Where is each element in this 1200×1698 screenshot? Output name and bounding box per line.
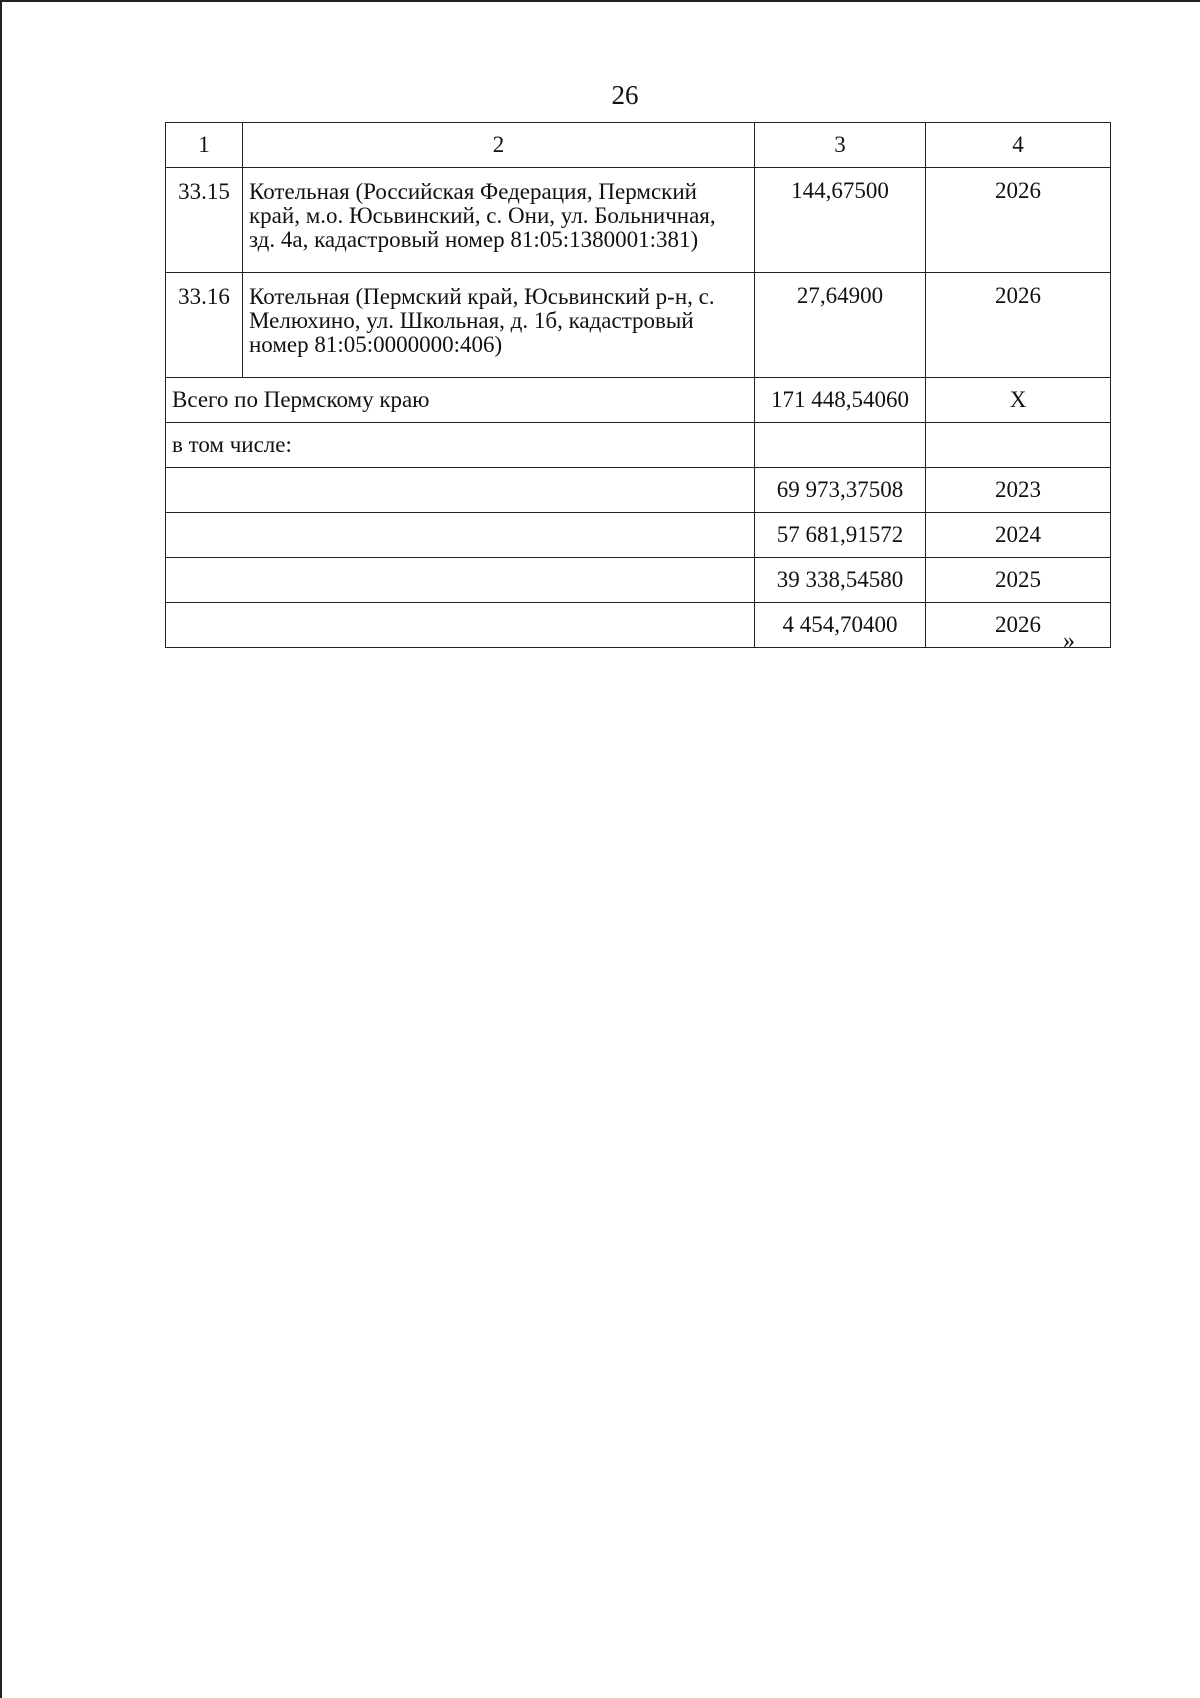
empty-cell bbox=[166, 468, 755, 513]
table-row bbox=[166, 273, 1111, 378]
year-breakdown-row bbox=[166, 513, 1111, 558]
empty-cell bbox=[166, 513, 755, 558]
year-breakdown-row bbox=[166, 603, 1111, 648]
scan-edge-left bbox=[0, 0, 2, 1698]
total-year: Х bbox=[926, 378, 1111, 423]
item-name: Котельная (Пермский край, Юсьвинский р-н, с. Мелюхино, ул. Школьная, д. 1б, кадастровый номер 81:05:0000000:406) bbox=[243, 273, 755, 378]
item-amount: 144,67500 bbox=[755, 168, 926, 273]
year-amount: 39 338,54580 bbox=[755, 558, 926, 603]
year-breakdown-row bbox=[166, 468, 1111, 513]
column-header-1: 1 bbox=[166, 123, 243, 168]
budget-table bbox=[165, 122, 1111, 648]
year-breakdown-row bbox=[166, 558, 1111, 603]
year-value: 2024 bbox=[926, 513, 1111, 558]
total-row bbox=[166, 378, 1111, 423]
item-number: 33.15 bbox=[166, 168, 243, 273]
table-row bbox=[166, 168, 1111, 273]
empty-cell bbox=[926, 423, 1111, 468]
total-amount: 171 448,54060 bbox=[755, 378, 926, 423]
year-amount: 57 681,91572 bbox=[755, 513, 926, 558]
column-header-3: 3 bbox=[755, 123, 926, 168]
year-value: 2025 bbox=[926, 558, 1111, 603]
empty-cell bbox=[166, 558, 755, 603]
scan-edge-top bbox=[0, 0, 1200, 2]
item-year: 2026 bbox=[926, 273, 1111, 378]
empty-cell bbox=[166, 603, 755, 648]
item-name: Котельная (Российская Федерация, Пермский край, м.о. Юсьвинский, с. Они, ул. Больничная, зд. 4а, кадастровый номер 81:05:1380001:381) bbox=[243, 168, 755, 273]
table-header-row bbox=[166, 123, 1111, 168]
year-value: 2023 bbox=[926, 468, 1111, 513]
column-header-2: 2 bbox=[243, 123, 755, 168]
item-amount: 27,64900 bbox=[755, 273, 926, 378]
year-value: 2026 bbox=[926, 603, 1111, 648]
page-number: 26 bbox=[611, 80, 639, 110]
item-number: 33.16 bbox=[166, 273, 243, 378]
item-year: 2026 bbox=[926, 168, 1111, 273]
subtotal-label: в том числе: bbox=[166, 423, 755, 468]
empty-cell bbox=[755, 423, 926, 468]
closing-quote-mark: » bbox=[1063, 628, 1075, 654]
column-header-4: 4 bbox=[926, 123, 1111, 168]
year-amount: 69 973,37508 bbox=[755, 468, 926, 513]
subtotal-label-row bbox=[166, 423, 1111, 468]
total-label: Всего по Пермскому краю bbox=[166, 378, 755, 423]
year-amount: 4 454,70400 bbox=[755, 603, 926, 648]
